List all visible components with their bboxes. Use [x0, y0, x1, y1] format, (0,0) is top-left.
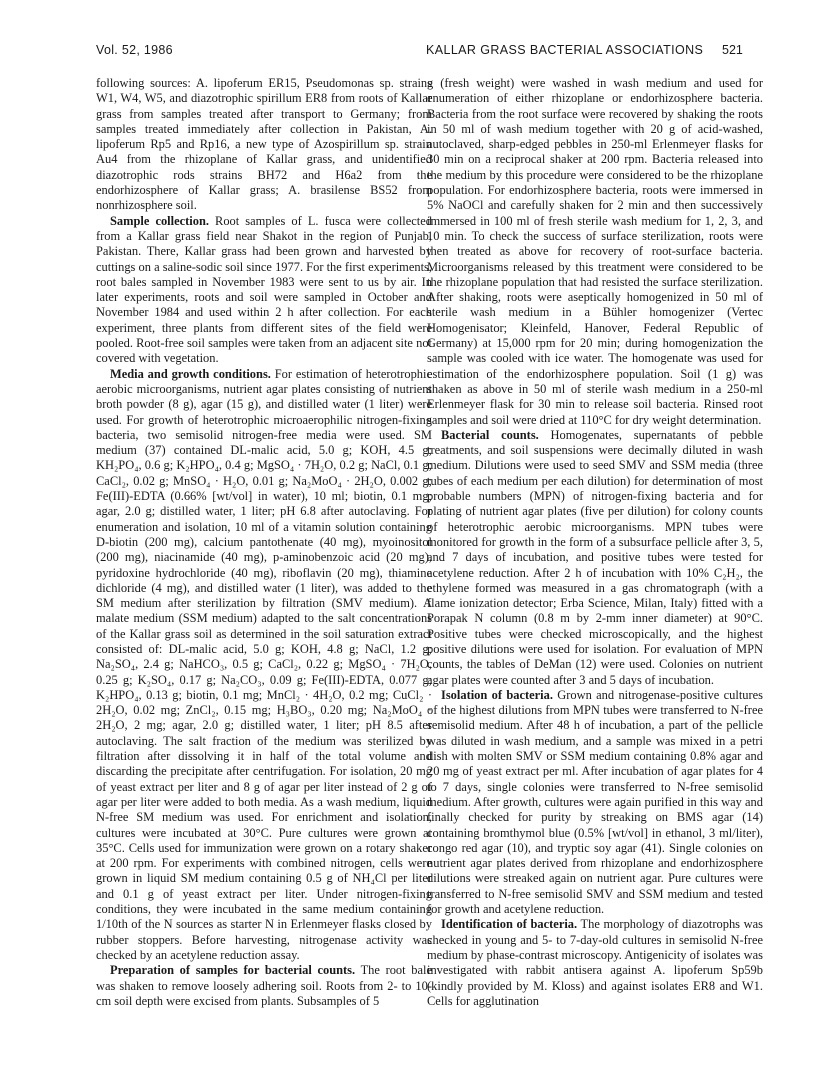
section-heading: Media and growth conditions.: [110, 366, 271, 381]
paragraph: [427, 428, 763, 688]
paragraph-text: following sources: A. lipoferum ER15, Pseudomonas sp. strains W1, W4, W5, and diazotrophic spirillum ER8 from roots of Kallar grass from samples treated after transport to Germany; from samples treated immediately after collection in Pakistan, A. lipoferum Rp5 and Rp16, a new type of Azospirillum sp. strain Au4 from the rhizoplane of Kallar grass, and unidentified diazotrophic rods strains BH72 and H6a2 from the endorhizosphere of Kallar grass; A. brasilense BS52 from nonrhizosphere soil.: [96, 76, 432, 213]
section-heading: Isolation of bacteria.: [441, 687, 553, 702]
paragraph: [96, 963, 432, 1009]
paragraph-text: Grown and nitrogenase-positive cultures of the highest dilutions from MPN tubes were transferred to N-free semisolid medium. After 48 h of incubation, a part of the pellicle was diluted in wash medium, and a sample was mixed in a petri dish with molten SMV or SSM medium containing 0.8% agar and 20 mg of yeast extract per ml. After incubation of agar plates for 4 to 7 days, single colonies were transferred to N-free semisolid medium. After growth, cultures were again purified in this way and finally checked for purity by streaking on BMS agar (14) containing bromthymol blue (0.5% [wt/vol] in ethanol, 3 ml/liter), congo red agar (10), and tryptic soy agar (41). Single colonies on nutrient agar plates derived from rhizoplane and endorhizosphere dilutions were streaked again on nutrient agar. Pure cultures were transferred to N-free semisolid SMV and SSM medium and tested for growth and acetylene reduction.: [427, 687, 763, 917]
paragraph-text: Root samples of L. fusca were collected from a Kallar grass field near Shakot in the region of Punjab, Pakistan. There, Kallar grass had been grown and harvested by cuttings on a saline-sodic soil since 1977. For the first experiments, root bales sampled in November 1983 were sent to us by air. In later experiments, roots and soil were sampled in October and November 1984 and used within 2 h after collection. For each experiment, three plants from different sites of the field were pooled. Root-free soil samples were taken from an adjacent site not covered with vegetation.: [96, 213, 432, 366]
paragraph: [96, 367, 432, 964]
paragraph-text: For estimation of heterotrophic aerobic microorganisms, nutrient agar plates consisting of nutrient broth powder (8 g), agar (15 g), and distilled water (1 liter) were used. For growth of heterotrophic microaerophilic nitrogen-fixing bacteria, two semisolid nitrogen-free media were used. SM medium (37) contained DL-malic acid, 5.0 g; KOH, 4.5 g; KH₂PO₄, 0.6 g; K₂HPO₄, 0.4 g; MgSO₄ · 7H₂O, 0.2 g; NaCl, 0.1 g; CaCl₂, 0.02 g; MnSO₄ · H₂O, 0.01 g; Na₂MoO₄ · 2H₂O, 0.002 g; Fe(III)-EDTA (0.66% [wt/vol] in water), 10 ml; biotin, 0.1 mg; agar, 2.0 g; distilled water, 1 liter; pH 6.8 after autoclaving. For enumeration and isolation, 10 ml of a vitamin solution containing D-biotin (200 mg), calcium pantothenate (40 mg), myoinositol (200 mg), niacinamide (40 mg), p-aminobenzoic acid (20 mg), pyridoxine hydrochloride (40 mg), riboflavin (20 mg), thiamine dichloride (4 mg), and distilled water (1 liter), was added to the SM medium after sterilization by filtration (SMV medium). A malate medium (SSM medium) adapted to the salt concentrations of the Kallar grass soil as determined in the soil saturation extract consisted of: DL-malic acid, 5.0 g; KOH, 4.8 g; NaCl, 1.2 g; Na₂SO₄, 2.4 g; NaHCO₃, 0.5 g; CaCl₂, 0.22 g; MgSO₄ · 7H₂O, 0.25 g; K₂SO₄, 0.17 g; Na₂CO₃, 0.09 g; Fe(III)-EDTA, 0.077 g; K₂HPO₄, 0.13 g; biotin, 0.1 mg; MnCl₂ · 4H₂O, 0.2 mg; CuCl₂ · 2H₂O, 0.02 mg; ZnCl₂, 0.15 mg; H₃BO₃, 0.20 mg; Na₂MoO₄ · 2H₂O, 2 mg; agar, 2.0 g; distilled water, 1 liter; pH 8.5 after autoclaving. The salt fraction of the medium was sterilized by filtration after dissolving it in half of the total volume and discarding the precipitate after centrifugation. For isolation, 20 mg of yeast extract per liter and 8 g of agar per liter instead of 2 g of agar per liter were added to both media. As a wash medium, liquid N-free SM medium was used. For enrichment and isolation, cultures were incubated at 30°C. Pure cultures were grown at 35°C. Cells used for immunization were grown on a rotary shaker at 200 rpm. For experiments with combined nitrogen, cells were grown in liquid SM medium containing 0.5 g of NH₄Cl per liter and 0.1 g of yeast extract per liter. Under nitrogen-fixing conditions, they were incubated in the same medium containing 1/10th of the N sources as starter N in Erlenmeyer flasks closed by rubber stoppers. Before harvesting, nitrogenase activity was checked by an acetylene reduction assay.: [96, 366, 433, 962]
running-title: KALLAR GRASS BACTERIAL ASSOCIATIONS: [426, 43, 704, 57]
page-number: 521: [722, 43, 743, 57]
left-column: [96, 76, 432, 1009]
section-heading: Identification of bacteria.: [441, 917, 578, 932]
section-heading: Sample collection.: [110, 213, 209, 228]
paragraph: [427, 688, 763, 917]
paragraph-text: Homogenates, supernatants of pebble treatments, and soil suspensions were decimally diluted in wash medium. Dilutions were used to seed SMV and SSM media (three tubes of each medium per each dilution) for determination of most probable numbers (MPN) of nitrogen-fixing bacteria and for plating of nutrient agar plates (five per dilution) for colony counts of heterotrophic aerobic microorganisms. MPN tubes were monitored for growth in the form of a subsurface pellicle after 3, 5, and 7 days of incubation, and positive tubes were tested for acetylene reduction. After 2 h of incubation with 10% C₂H₂, the ethylene formed was measured in a gas chromatograph (with a flame ionization detector; Erba Science, Milan, Italy) fitted with a Porapak N column (0.8 m by 2-mm inner diameter) at 90°C. Positive tubes were checked microscopically, and the highest positive dilutions were used for isolation. For evaluation of MPN counts, the tables of DeMan (12) were used. Colonies on nutrient agar plates were counted after 3 and 5 days of incubation.: [427, 427, 763, 687]
section-heading: Preparation of samples for bacterial counts.: [110, 963, 356, 978]
paragraph-text: g (fresh weight) were washed in wash medium and used for enumeration of either rhizoplane or endorhizosphere bacteria. Bacteria from the root surface were recovered by shaking the roots in 50 ml of wash medium together with 20 g of acid-washed, autoclaved, sharp-edged pebbles in 250-ml Erlenmeyer flasks for 30 min on a reciprocal shaker at 200 rpm. Bacteria released into the medium by this procedure were considered to be the rhizoplane population. For endorhizosphere bacteria, roots were immersed in 5% NaOCl and carefully shaken for 2 min and then successively immersed in 100 ml of fresh sterile wash medium for 1, 2, 3, and 10 min. To check the success of surface sterilization, roots were then treated as above for recovery of root-surface bacteria. Microorganisms released by this treatment were considered to be the rhizoplane population that had resisted the surface sterilization. After shaking, roots were aseptically homogenized in 50 ml of sterile wash medium in a Bühler homogenizer (Vertec Homogenisator; Kleinfeld, Hanover, Federal Republic of Germany) at 15,000 rpm for 20 min; during homogenization the sample was cooled with ice water. The homogenate was used for estimation of the endorhizosphere population. Soil (1 g) was shaken as above in 50 ml of sterile wash medium in a 250-ml Erlenmeyer flask for 30 min to release soil bacteria. Rinsed root samples and soil were dried at 110°C for dry weight determination.: [427, 76, 763, 427]
paragraph-text: The morphology of diazotrophs was checked in young and 5- to 7-day-old cultures in semisolid N-free medium by phase-contrast microscopy. Antigenicity of isolates was investigated with rabbit antisera against A. lipoferum Sp59b (kindly provided by M. Kloss) and against isolates ER8 and W1. Cells for agglutination: [427, 917, 763, 1008]
paragraph: [427, 917, 763, 1009]
paragraph-text: The root bale was shaken to remove loosely adhering soil. Roots from 2- to 10-cm soil depth were excised from plants. Subsamples of 5: [96, 963, 432, 1008]
right-column: [427, 76, 763, 1009]
paragraph: [96, 214, 432, 367]
section-heading: Bacterial counts.: [441, 427, 539, 442]
paragraph: [96, 76, 432, 214]
paragraph: [427, 76, 763, 428]
running-header: [0, 40, 816, 62]
journal-volume: Vol. 52, 1986: [96, 43, 173, 57]
